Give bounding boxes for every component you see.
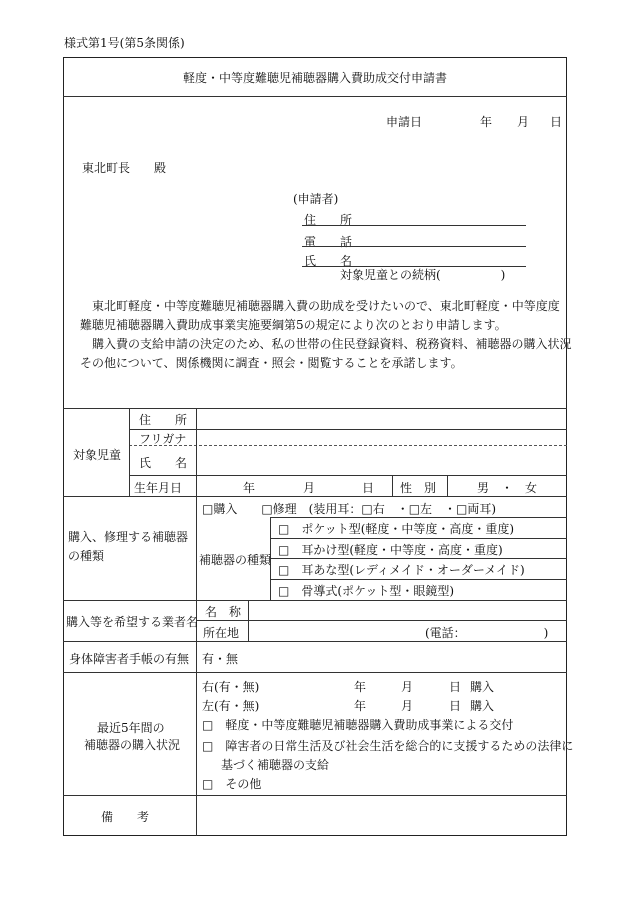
divider-dashed bbox=[129, 445, 567, 446]
hearing-aid-type-pocket[interactable]: □ ポケット型(軽度・中等度・高度・重度) bbox=[278, 522, 515, 536]
addressee: 東北町長 殿 bbox=[82, 161, 167, 175]
body-text-line-4: その他について、関係機関に調査・照会・閲覧することを承諾します。 bbox=[80, 356, 463, 370]
remarks-label: 備 考 bbox=[101, 810, 150, 824]
divider bbox=[63, 96, 567, 97]
recent-left-day: 日 bbox=[449, 699, 462, 713]
child-birth-label: 生年月日 bbox=[134, 481, 183, 495]
vendor-name-label: 名 称 bbox=[205, 605, 242, 619]
vendor-phone: (電話： ) bbox=[425, 626, 549, 640]
child-section-label: 対象児童 bbox=[73, 448, 122, 462]
recent-section-label-2: 補聴器の購入状況 bbox=[84, 738, 181, 752]
divider-v bbox=[129, 408, 130, 496]
hearing-aid-section-label: 購入、修理する補聴器の種類 bbox=[68, 530, 189, 563]
child-name-label: 氏 名 bbox=[139, 456, 188, 470]
disability-book-label: 身体障害者手帳の有無 bbox=[69, 652, 190, 666]
divider bbox=[63, 408, 567, 409]
disability-book-value[interactable]: 有・無 bbox=[202, 652, 239, 666]
divider bbox=[270, 538, 567, 539]
recent-right-month: 月 bbox=[401, 680, 414, 694]
divider bbox=[129, 475, 567, 476]
child-furigana-label: フリガナ bbox=[139, 432, 187, 446]
birth-year: 年 bbox=[243, 481, 256, 495]
divider bbox=[63, 795, 567, 796]
applicant-heading: (申請者) bbox=[293, 192, 339, 206]
body-text-line-2: 難聴児補聴器購入費助成事業実施要綱第5の規定により次のとおり申請します。 bbox=[80, 318, 507, 332]
body-text-line-1: 東北町軽度・中等度難聴児補聴器購入費の助成を受けたいので、東北町軽度・中等度度 bbox=[80, 299, 560, 313]
vendor-location-label: 所在地 bbox=[203, 626, 240, 640]
child-address-label: 住 所 bbox=[139, 413, 188, 427]
divider bbox=[270, 579, 567, 580]
divider bbox=[63, 496, 567, 497]
divider bbox=[63, 641, 567, 642]
recent-left-purchase: 購入 bbox=[470, 699, 495, 713]
hearing-aid-type-bone[interactable]: □ 骨導式(ポケット型・眼鏡型) bbox=[278, 584, 455, 598]
applicant-address-line[interactable] bbox=[302, 225, 526, 226]
applicant-phone-line[interactable] bbox=[302, 246, 526, 247]
recent-section-label-1: 最近5年間の bbox=[97, 721, 165, 735]
recent-option-2[interactable]: □ 障害者の日常生活及び社会生活を総合的に支援するための法律に bbox=[202, 739, 574, 753]
body-text-line-3: 購入費の支給申請の決定のため、私の世帯の住民登録資料、税務資料、補聴器の購入状況 bbox=[80, 337, 572, 351]
recent-right-day: 日 bbox=[449, 680, 462, 694]
divider-v bbox=[392, 475, 393, 496]
divider bbox=[63, 672, 567, 673]
date-year: 年 bbox=[480, 115, 493, 129]
date-day: 日 bbox=[550, 115, 563, 129]
form-id: 様式第1号(第5条関係) bbox=[64, 36, 185, 50]
recent-right-year: 年 bbox=[354, 680, 367, 694]
applicant-address-label: 住 所 bbox=[304, 213, 353, 227]
application-date-label: 申請日 bbox=[386, 115, 423, 129]
date-month: 月 bbox=[517, 115, 530, 129]
vendor-section-label: 購入等を希望する業者名 bbox=[66, 615, 199, 629]
recent-left[interactable]: 左(有・無) bbox=[202, 699, 260, 713]
recent-right-purchase: 購入 bbox=[470, 680, 495, 694]
hearing-aid-type-label: 補聴器の種類 bbox=[199, 553, 272, 567]
purchase-repair-options[interactable]: □購入 □修理 (装用耳：□右 ・□左 ・□両耳) bbox=[202, 502, 497, 516]
form-title: 軽度・中等度難聴児補聴器購入費助成交付申請書 bbox=[182, 71, 447, 85]
applicant-phone-label: 電 話 bbox=[304, 235, 353, 249]
applicant-name-label: 氏 名 bbox=[304, 254, 353, 268]
divider bbox=[270, 558, 567, 559]
recent-option-1[interactable]: □ 軽度・中等度難聴児補聴器購入費助成事業による交付 bbox=[202, 718, 514, 732]
divider bbox=[196, 620, 567, 621]
birth-day: 日 bbox=[362, 481, 375, 495]
recent-right[interactable]: 右(有・無) bbox=[202, 680, 260, 694]
divider-v bbox=[248, 600, 249, 641]
divider bbox=[129, 429, 567, 430]
applicant-relation: 対象児童との続柄( ) bbox=[340, 268, 506, 282]
recent-left-year: 年 bbox=[354, 699, 367, 713]
hearing-aid-type-behind-ear[interactable]: □ 耳かけ型(軽度・中等度・高度・重度) bbox=[278, 543, 503, 557]
recent-left-month: 月 bbox=[401, 699, 414, 713]
sex-label: 性 別 bbox=[400, 481, 437, 495]
divider-v bbox=[447, 475, 448, 496]
hearing-aid-type-in-ear[interactable]: □ 耳あな型(レディメイド・オーダーメイド) bbox=[278, 563, 525, 577]
recent-option-2-cont: 基づく補聴器の支給 bbox=[221, 758, 330, 772]
birth-month: 月 bbox=[303, 481, 316, 495]
sex-options[interactable]: 男 ・ 女 bbox=[477, 481, 538, 495]
divider bbox=[63, 600, 567, 601]
divider bbox=[270, 517, 567, 518]
recent-option-3[interactable]: □ その他 bbox=[202, 777, 262, 791]
